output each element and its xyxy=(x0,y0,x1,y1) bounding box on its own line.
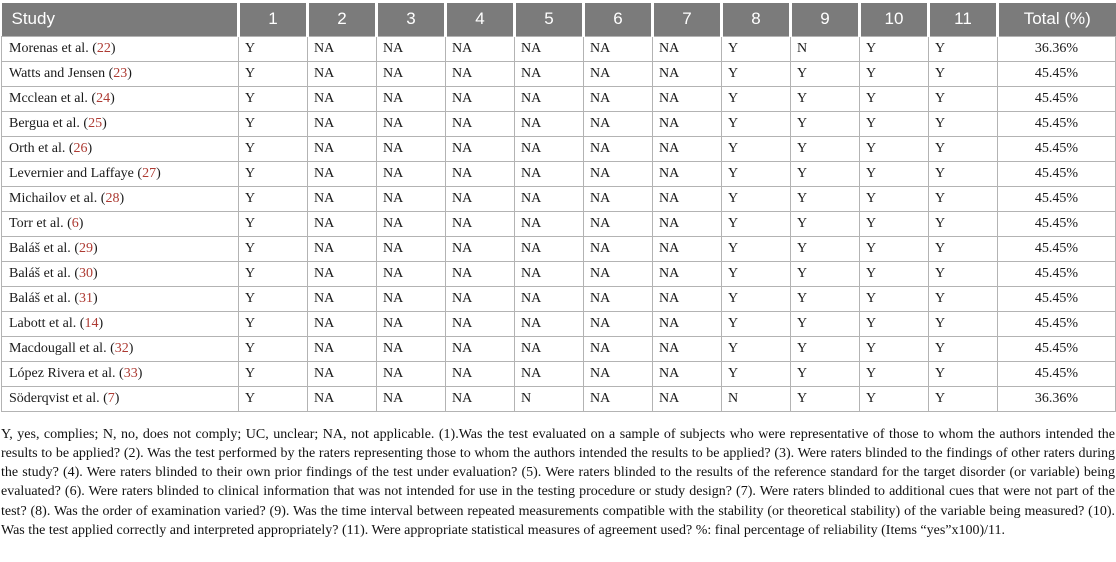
study-cell: Bergua et al. (25) xyxy=(2,111,239,136)
value-cell: NA xyxy=(446,186,515,211)
value-cell: Y xyxy=(791,186,860,211)
total-cell: 36.36% xyxy=(998,386,1116,411)
study-cell: Torr et al. (6) xyxy=(2,211,239,236)
value-cell: Y xyxy=(791,261,860,286)
value-cell: NA xyxy=(515,86,584,111)
value-cell: Y xyxy=(239,111,308,136)
value-cell: Y xyxy=(791,286,860,311)
value-cell: NA xyxy=(377,61,446,86)
value-cell: NA xyxy=(377,211,446,236)
citation-number: 33 xyxy=(123,365,138,381)
citation-number: 6 xyxy=(71,215,79,231)
value-cell: NA xyxy=(584,211,653,236)
study-cell: Labott et al. (14) xyxy=(2,311,239,336)
study-cell: Söderqvist et al. (7) xyxy=(2,386,239,411)
value-cell: NA xyxy=(308,286,377,311)
value-cell: N xyxy=(515,386,584,411)
column-header-item-5: 5 xyxy=(515,3,584,36)
value-cell: Y xyxy=(860,336,929,361)
value-cell: NA xyxy=(377,186,446,211)
value-cell: NA xyxy=(377,236,446,261)
citation-number: 25 xyxy=(88,115,103,131)
value-cell: NA xyxy=(515,236,584,261)
value-cell: NA xyxy=(308,336,377,361)
value-cell: NA xyxy=(377,311,446,336)
value-cell: NA xyxy=(653,236,722,261)
study-cell: Baláš et al. (29) xyxy=(2,236,239,261)
total-cell: 45.45% xyxy=(998,186,1116,211)
value-cell: NA xyxy=(308,236,377,261)
value-cell: NA xyxy=(446,86,515,111)
value-cell: Y xyxy=(791,236,860,261)
value-cell: NA xyxy=(515,61,584,86)
value-cell: NA xyxy=(515,111,584,136)
value-cell: Y xyxy=(722,261,791,286)
value-cell: Y xyxy=(239,61,308,86)
value-cell: Y xyxy=(722,361,791,386)
table-row xyxy=(2,261,1116,286)
value-cell: Y xyxy=(860,311,929,336)
header-row xyxy=(2,3,1116,36)
value-cell: NA xyxy=(584,236,653,261)
value-cell: NA xyxy=(308,161,377,186)
value-cell: Y xyxy=(929,161,998,186)
citation-number: 26 xyxy=(73,140,88,156)
study-name: Baláš et al. xyxy=(9,265,71,281)
value-cell: NA xyxy=(377,86,446,111)
citation-number: 28 xyxy=(105,190,120,206)
value-cell: NA xyxy=(446,211,515,236)
value-cell: NA xyxy=(446,161,515,186)
value-cell: NA xyxy=(377,336,446,361)
column-header-item-10: 10 xyxy=(860,3,929,36)
value-cell: Y xyxy=(860,286,929,311)
column-header-study: Study xyxy=(2,3,239,36)
value-cell: NA xyxy=(377,261,446,286)
value-cell: NA xyxy=(446,261,515,286)
value-cell: NA xyxy=(377,161,446,186)
value-cell: Y xyxy=(722,86,791,111)
value-cell: NA xyxy=(515,261,584,286)
total-cell: 45.45% xyxy=(998,311,1116,336)
study-cell: Watts and Jensen (23) xyxy=(2,61,239,86)
value-cell: NA xyxy=(584,86,653,111)
value-cell: NA xyxy=(515,161,584,186)
value-cell: Y xyxy=(929,386,998,411)
value-cell: N xyxy=(791,36,860,61)
value-cell: Y xyxy=(860,111,929,136)
value-cell: Y xyxy=(239,186,308,211)
value-cell: NA xyxy=(515,211,584,236)
value-cell: Y xyxy=(791,111,860,136)
quality-assessment-table xyxy=(1,3,1116,412)
value-cell: NA xyxy=(653,136,722,161)
value-cell: NA xyxy=(308,36,377,61)
value-cell: Y xyxy=(722,336,791,361)
column-header-item-7: 7 xyxy=(653,3,722,36)
table-row xyxy=(2,111,1116,136)
value-cell: Y xyxy=(860,36,929,61)
value-cell: NA xyxy=(653,36,722,61)
study-cell: Mcclean et al. (24) xyxy=(2,86,239,111)
value-cell: Y xyxy=(791,86,860,111)
value-cell: Y xyxy=(722,111,791,136)
value-cell: NA xyxy=(377,386,446,411)
value-cell: Y xyxy=(722,136,791,161)
value-cell: NA xyxy=(308,111,377,136)
value-cell: N xyxy=(722,386,791,411)
value-cell: Y xyxy=(860,386,929,411)
value-cell: Y xyxy=(929,61,998,86)
table-row xyxy=(2,311,1116,336)
column-header-item-3: 3 xyxy=(377,3,446,36)
value-cell: Y xyxy=(860,211,929,236)
value-cell: Y xyxy=(929,261,998,286)
value-cell: NA xyxy=(308,186,377,211)
value-cell: Y xyxy=(722,236,791,261)
value-cell: Y xyxy=(239,261,308,286)
value-cell: Y xyxy=(860,86,929,111)
table-row xyxy=(2,161,1116,186)
value-cell: NA xyxy=(653,311,722,336)
study-name: Orth et al. xyxy=(9,140,66,156)
study-name: Bergua et al. xyxy=(9,115,80,131)
column-header-item-1: 1 xyxy=(239,3,308,36)
value-cell: NA xyxy=(653,386,722,411)
value-cell: Y xyxy=(929,136,998,161)
table-row xyxy=(2,186,1116,211)
value-cell: Y xyxy=(239,236,308,261)
value-cell: NA xyxy=(377,36,446,61)
study-cell: Morenas et al. (22) xyxy=(2,36,239,61)
value-cell: NA xyxy=(584,111,653,136)
value-cell: NA xyxy=(515,136,584,161)
value-cell: Y xyxy=(860,261,929,286)
value-cell: Y xyxy=(239,336,308,361)
value-cell: NA xyxy=(515,36,584,61)
total-cell: 45.45% xyxy=(998,111,1116,136)
value-cell: Y xyxy=(791,361,860,386)
value-cell: Y xyxy=(791,211,860,236)
total-cell: 45.45% xyxy=(998,361,1116,386)
value-cell: NA xyxy=(584,336,653,361)
value-cell: Y xyxy=(929,236,998,261)
value-cell: NA xyxy=(584,261,653,286)
citation-number: 31 xyxy=(78,290,93,306)
value-cell: Y xyxy=(791,336,860,361)
table-row xyxy=(2,336,1116,361)
study-cell: Levernier and Laffaye (27) xyxy=(2,161,239,186)
value-cell: NA xyxy=(308,61,377,86)
value-cell: Y xyxy=(929,86,998,111)
value-cell: NA xyxy=(446,36,515,61)
value-cell: NA xyxy=(446,311,515,336)
value-cell: Y xyxy=(929,286,998,311)
table-footnote: Y, yes, complies; N, no, does not comply; UC, unclear; NA, not applicable. (1).Was the test evaluated on a sample of subjects who were representative of those to whom the authors intended the results to be applied? (2). Was the test performed by the raters representing those to whom the authors intended the results to be applied? (3). Were raters blinded to the findings of other raters during the study? (4). Were raters blinded to their own prior findings of the test under evaluation? (5). Were raters blinded to the results of the reference standard for the target disorder (or variable) being evaluated? (6). Were raters blinded to clinical information that was not intended for use in the testing procedure or study design? (7). Were raters blinded to additional cues that were not part of the test? (8). Was the order of examination varied? (9). Was the time interval between repeated measurements compatible with the stability (or theoretical stability) of the variable being measured? (10). Was the test applied correctly and interpreted appropriately? (11). Were appropriate statistical measures of agreement used? %: final percentage of reliability (Items “yes”x100)/11. xyxy=(1,426,1115,538)
value-cell: Y xyxy=(722,61,791,86)
value-cell: NA xyxy=(308,386,377,411)
study-name: Morenas et al. xyxy=(9,40,89,56)
study-cell: López Rivera et al. (33) xyxy=(2,361,239,386)
value-cell: Y xyxy=(860,161,929,186)
study-name: Levernier and Laffaye xyxy=(9,165,134,181)
value-cell: Y xyxy=(239,361,308,386)
column-header-total: Total (%) xyxy=(998,3,1116,36)
value-cell: Y xyxy=(239,136,308,161)
value-cell: NA xyxy=(653,286,722,311)
value-cell: NA xyxy=(653,61,722,86)
citation-number: 14 xyxy=(84,315,99,331)
value-cell: NA xyxy=(584,161,653,186)
value-cell: NA xyxy=(377,111,446,136)
citation-number: 27 xyxy=(142,165,157,181)
value-cell: NA xyxy=(377,136,446,161)
value-cell: Y xyxy=(239,36,308,61)
study-cell: Baláš et al. (31) xyxy=(2,286,239,311)
value-cell: Y xyxy=(860,61,929,86)
value-cell: NA xyxy=(653,161,722,186)
value-cell: NA xyxy=(446,336,515,361)
value-cell: Y xyxy=(929,361,998,386)
value-cell: NA xyxy=(584,36,653,61)
total-cell: 45.45% xyxy=(998,236,1116,261)
value-cell: Y xyxy=(929,211,998,236)
value-cell: NA xyxy=(515,361,584,386)
value-cell: Y xyxy=(239,286,308,311)
column-header-item-6: 6 xyxy=(584,3,653,36)
study-name: Baláš et al. xyxy=(9,290,71,306)
value-cell: NA xyxy=(515,311,584,336)
value-cell: Y xyxy=(722,311,791,336)
value-cell: Y xyxy=(791,61,860,86)
total-cell: 45.45% xyxy=(998,261,1116,286)
column-header-item-2: 2 xyxy=(308,3,377,36)
citation-number: 32 xyxy=(114,340,129,356)
study-cell: Michailov et al. (28) xyxy=(2,186,239,211)
value-cell: NA xyxy=(515,336,584,361)
value-cell: NA xyxy=(584,61,653,86)
value-cell: NA xyxy=(308,86,377,111)
table-row xyxy=(2,386,1116,411)
table-row xyxy=(2,361,1116,386)
value-cell: NA xyxy=(584,136,653,161)
table-row xyxy=(2,236,1116,261)
column-header-item-9: 9 xyxy=(791,3,860,36)
value-cell: NA xyxy=(446,61,515,86)
value-cell: Y xyxy=(929,311,998,336)
table-row xyxy=(2,211,1116,236)
value-cell: Y xyxy=(929,36,998,61)
value-cell: Y xyxy=(239,211,308,236)
value-cell: NA xyxy=(515,186,584,211)
citation-number: 7 xyxy=(107,390,115,406)
value-cell: Y xyxy=(860,236,929,261)
citation-number: 30 xyxy=(78,265,93,281)
study-name: Baláš et al. xyxy=(9,240,71,256)
value-cell: Y xyxy=(722,286,791,311)
value-cell: NA xyxy=(446,361,515,386)
value-cell: NA xyxy=(377,361,446,386)
citation-number: 23 xyxy=(113,65,128,81)
value-cell: Y xyxy=(860,136,929,161)
value-cell: Y xyxy=(791,161,860,186)
total-cell: 45.45% xyxy=(998,61,1116,86)
value-cell: NA xyxy=(446,286,515,311)
study-name: Labott et al. xyxy=(9,315,77,331)
value-cell: NA xyxy=(584,311,653,336)
total-cell: 45.45% xyxy=(998,211,1116,236)
study-name: Mcclean et al. xyxy=(9,90,88,106)
table-row xyxy=(2,286,1116,311)
value-cell: NA xyxy=(584,286,653,311)
value-cell: NA xyxy=(653,361,722,386)
total-cell: 45.45% xyxy=(998,86,1116,111)
column-header-item-11: 11 xyxy=(929,3,998,36)
column-header-item-4: 4 xyxy=(446,3,515,36)
value-cell: NA xyxy=(308,136,377,161)
total-cell: 45.45% xyxy=(998,161,1116,186)
study-name: Söderqvist et al. xyxy=(9,390,100,406)
table-body xyxy=(2,36,1116,411)
total-cell: 45.45% xyxy=(998,286,1116,311)
table-row xyxy=(2,136,1116,161)
table-row xyxy=(2,86,1116,111)
study-cell: Orth et al. (26) xyxy=(2,136,239,161)
value-cell: NA xyxy=(308,361,377,386)
total-cell: 45.45% xyxy=(998,336,1116,361)
study-name: Watts and Jensen xyxy=(9,65,106,81)
value-cell: Y xyxy=(239,161,308,186)
value-cell: NA xyxy=(584,386,653,411)
citation-number: 29 xyxy=(78,240,93,256)
value-cell: NA xyxy=(446,236,515,261)
value-cell: NA xyxy=(653,261,722,286)
value-cell: Y xyxy=(722,36,791,61)
study-name: Torr et al. xyxy=(9,215,64,231)
value-cell: Y xyxy=(929,336,998,361)
table-row xyxy=(2,36,1116,61)
value-cell: NA xyxy=(446,386,515,411)
value-cell: Y xyxy=(860,186,929,211)
study-cell: Macdougall et al. (32) xyxy=(2,336,239,361)
study-name: Macdougall et al. xyxy=(9,340,107,356)
value-cell: Y xyxy=(791,386,860,411)
value-cell: NA xyxy=(653,211,722,236)
citation-number: 24 xyxy=(96,90,111,106)
value-cell: Y xyxy=(722,211,791,236)
column-header-item-8: 8 xyxy=(722,3,791,36)
value-cell: Y xyxy=(860,361,929,386)
value-cell: NA xyxy=(377,286,446,311)
value-cell: Y xyxy=(239,86,308,111)
value-cell: NA xyxy=(308,211,377,236)
value-cell: NA xyxy=(308,311,377,336)
total-cell: 36.36% xyxy=(998,36,1116,61)
study-cell: Baláš et al. (30) xyxy=(2,261,239,286)
value-cell: NA xyxy=(446,111,515,136)
value-cell: Y xyxy=(929,186,998,211)
value-cell: Y xyxy=(791,136,860,161)
value-cell: NA xyxy=(446,136,515,161)
value-cell: NA xyxy=(515,286,584,311)
value-cell: NA xyxy=(653,111,722,136)
value-cell: Y xyxy=(239,311,308,336)
total-cell: 45.45% xyxy=(998,136,1116,161)
citation-number: 22 xyxy=(96,40,111,56)
value-cell: NA xyxy=(653,336,722,361)
value-cell: NA xyxy=(584,361,653,386)
table-row xyxy=(2,61,1116,86)
value-cell: Y xyxy=(791,311,860,336)
value-cell: Y xyxy=(722,186,791,211)
study-name: Michailov et al. xyxy=(9,190,98,206)
study-name: López Rivera et al. xyxy=(9,365,116,381)
value-cell: NA xyxy=(584,186,653,211)
value-cell: NA xyxy=(653,186,722,211)
value-cell: NA xyxy=(308,261,377,286)
value-cell: NA xyxy=(653,86,722,111)
value-cell: Y xyxy=(929,111,998,136)
value-cell: Y xyxy=(239,386,308,411)
value-cell: Y xyxy=(722,161,791,186)
